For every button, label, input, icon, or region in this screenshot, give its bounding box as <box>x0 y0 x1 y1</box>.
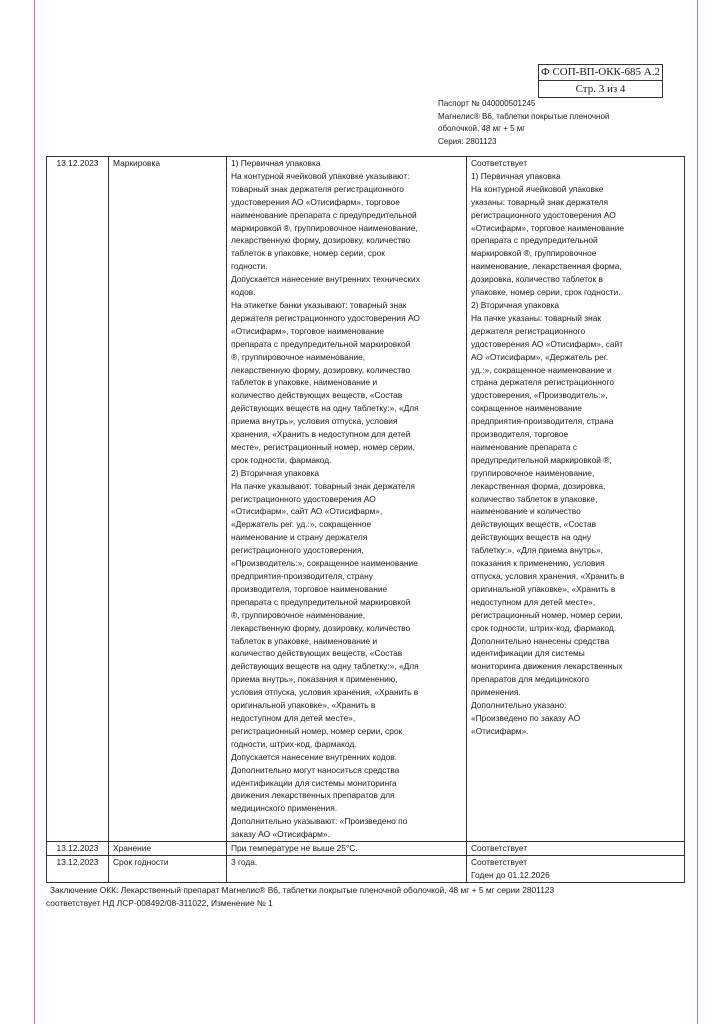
result-line: 2) Вторичная упаковка <box>471 299 560 310</box>
table-row <box>47 855 685 882</box>
requirement-line: движения лекарственных препаратов для <box>231 790 395 801</box>
requirement-line: месте», регистрационный номер, номер серии, <box>231 441 415 452</box>
passport-series: Серия: 2801123 <box>438 136 497 146</box>
requirement-line: ®, группировочное наименование, <box>231 351 366 362</box>
requirement-line: годности, штрих-код, фармакод. <box>231 738 357 749</box>
result-line: срок годности, штрих-код, фармакод. <box>471 622 617 633</box>
result-line: 1) Первичная упаковка <box>471 170 561 181</box>
result-line: лекарственная форма, дозировка, <box>471 480 606 491</box>
requirement-line: таблеток в упаковке, наименование и <box>231 635 378 646</box>
result-line: таблетку:», «Для приема внутрь», <box>471 545 603 556</box>
requirement-line: При температуре не выше 25°С. <box>231 843 358 854</box>
result-line: мониторинга движения лекарственных <box>471 661 623 672</box>
result-line: удостоверения АО «Отисифарм», сайт <box>471 338 623 349</box>
row-requirement <box>227 157 467 842</box>
right-margin-line <box>697 0 698 1024</box>
requirement-line: лекарственную форму, дозировку, количество <box>231 364 411 375</box>
result-line: идентификации для системы <box>471 648 585 659</box>
requirement-line: регистрационного удостоверения АО <box>231 493 376 504</box>
result-line: На пачке указаны: товарный знак <box>471 312 602 323</box>
requirement-line: «Держатель рег. уд.:», сокращенное <box>231 519 372 530</box>
requirement-line: производителя, торговое наименование <box>231 583 388 594</box>
result-line: страна держателя регистрационного <box>471 377 615 388</box>
result-line: Соответствует <box>471 843 528 854</box>
requirement-line: «Производитель:», сокращенное наименование <box>231 558 418 569</box>
requirement-line: регистрационный номер, номер серии, срок <box>231 725 403 736</box>
result-line: препаратов для медицинского <box>471 674 590 685</box>
requirement-line: условия отпуска, условия хранения, «Хранить в <box>231 687 419 698</box>
left-margin-line <box>34 0 35 1024</box>
result-line: оригинальной упаковке», «Хранить в <box>471 583 616 594</box>
requirement-line: срок годности, фармакод. <box>231 454 332 465</box>
result-line: Дополнительно нанесены средства <box>471 635 610 646</box>
result-line: предприятия-производителя, страна <box>471 416 614 427</box>
requirement-line: регистрационного удостоверения, <box>231 545 364 556</box>
result-line: «Отисифарм». <box>471 725 529 736</box>
requirement-line: хранения, «Хранить в недоступном для детей <box>231 429 411 440</box>
requirement-line: действующих веществ на одну таблетку:», «Для <box>231 403 419 414</box>
result-line: Дополнительно указано: <box>471 700 567 711</box>
result-line: недоступном для детей месте», <box>471 596 596 607</box>
requirement-line: медицинского применения. <box>231 803 338 814</box>
requirement-line: таблеток в упаковке, наименование и <box>231 377 378 388</box>
requirement-line: ®, группировочное наименование, <box>231 609 366 620</box>
requirement-line: 2) Вторичная упаковка <box>231 467 320 478</box>
row-date: 13.12.2023 <box>47 842 109 856</box>
result-line: наименование, лекарственная форма, <box>471 261 622 272</box>
requirement-line: маркировкой ®, группировочное наименование, <box>231 222 418 233</box>
result-line: действующих веществ на одну <box>471 532 592 543</box>
row-parameter: Маркировка <box>109 157 227 842</box>
result-line: удостоверения, «Производитель:», <box>471 390 608 401</box>
form-code: Ф СОП-ВП-ОКК-685 А.2 <box>539 65 662 81</box>
result-line: На контурной ячейковой упаковке <box>471 183 604 194</box>
requirement-line: Допускается нанесение внутренних технических <box>231 274 420 285</box>
passport-info <box>438 98 618 148</box>
page-number: Стр. 3 из 4 <box>575 83 626 95</box>
requirement-line: Допускается нанесение внутренних кодов. <box>231 751 398 762</box>
row-requirement <box>227 855 467 882</box>
result-line: количество таблеток в упаковке, <box>471 493 598 504</box>
result-line: Годен до 01.12.2026 <box>471 869 550 880</box>
requirement-line: наименование препарата с предупредительной <box>231 209 417 220</box>
result-line: упаковке, номер серии, срок годности. <box>471 287 621 298</box>
conclusion <box>46 884 686 910</box>
requirement-line: предприятия-производителя, страну <box>231 571 373 581</box>
requirement-line: «Отисифарм», сайт АО «Отисифарм», <box>231 506 383 517</box>
result-line: отпуска, условия хранения, «Хранить в <box>471 571 625 581</box>
row-requirement <box>227 842 467 856</box>
requirement-line: товарный знак держателя регистрационного <box>231 183 404 194</box>
result-line: держателя регистрационного <box>471 325 586 336</box>
row-result <box>467 842 685 856</box>
requirement-line: действующих веществ на одну таблетку:», «Для <box>231 661 419 672</box>
requirement-line: препарата с предупредительной маркировкой <box>231 596 411 607</box>
conclusion-line: соответствует НД ЛСР-008492/08-311022, Изменение № 1 <box>46 898 273 908</box>
requirement-line: лекарственную форму, дозировку, количество <box>231 622 411 633</box>
result-line: дозировка, количество таблеток в <box>471 274 603 285</box>
result-line: действующих веществ, «Состав <box>471 519 597 530</box>
requirement-line: лекарственную форму, дозировку, количество <box>231 235 411 246</box>
requirement-line: кодов. <box>231 287 256 298</box>
requirement-line: 3 года. <box>231 856 258 867</box>
requirement-line: заказу АО «Отисифарм». <box>231 829 330 840</box>
result-line: группировочное наименование, <box>471 467 595 478</box>
result-line: регистрационный номер, номер серии, <box>471 609 623 620</box>
result-line: наименование препарата с <box>471 441 578 452</box>
result-line: производителя, торговое <box>471 429 569 440</box>
result-line: препарата с предупредительной <box>471 235 598 246</box>
row-result <box>467 855 685 882</box>
requirement-line: приема внутрь», условия отпуска, условия <box>231 416 398 427</box>
requirement-line: наименование и страну держателя <box>231 532 368 543</box>
requirement-line: На контурной ячейковой упаковке указывают: <box>231 170 410 181</box>
requirement-line: держателя регистрационного удостоверения АО <box>231 312 420 323</box>
result-line: «Произведено по заказу АО <box>471 712 581 723</box>
form-code-box <box>538 64 663 98</box>
test-results-table <box>46 156 685 883</box>
table-row <box>47 842 685 856</box>
result-line: указаны: товарный знак держателя <box>471 196 609 207</box>
requirement-line: Дополнительно указывают: «Произведено по <box>231 816 408 827</box>
requirement-line: Дополнительно могут наноситься средства <box>231 764 400 775</box>
result-line: АО «Отисифарм», «Держатель рег. <box>471 351 609 362</box>
requirement-line: годности. <box>231 261 268 272</box>
result-line: показания к применению, условия <box>471 558 605 569</box>
result-line: применения. <box>471 687 521 698</box>
passport-number: Паспорт № 040000501245 <box>438 99 536 108</box>
result-line: предупредительной маркировкой ®, <box>471 454 612 465</box>
row-date: 13.12.2023 <box>47 157 109 842</box>
requirement-line: препарата с предупредительной маркировкой <box>231 338 411 349</box>
result-line: уд.:», сокращенное наименование и <box>471 364 612 375</box>
requirement-line: оригинальной упаковке», «Хранить в <box>231 700 376 711</box>
requirement-line: «Отисифарм», торговое наименование <box>231 325 385 336</box>
row-result <box>467 157 685 842</box>
requirement-line: На пачке указывают: товарный знак держателя <box>231 480 415 491</box>
result-line: наименование и количество <box>471 506 581 517</box>
result-line: Соответствует <box>471 856 528 867</box>
requirement-line: приема внутрь», показания к применению, <box>231 674 398 685</box>
result-line: маркировкой ®, группировочное <box>471 248 597 259</box>
requirement-line: удостоверения АО «Отисифарм», торговое <box>231 196 400 207</box>
table-row <box>47 157 685 842</box>
result-line: регистрационного удостоверения АО <box>471 209 616 220</box>
requirement-line: 1) Первичная упаковка <box>231 158 321 168</box>
result-line: Соответствует <box>471 158 528 168</box>
requirement-line: таблеток в упаковке, номер серии, срок <box>231 248 385 259</box>
requirement-line: количество действующих веществ, «Состав <box>231 648 403 659</box>
row-parameter: Хранение <box>109 842 227 856</box>
row-date: 13.12.2023 <box>47 855 109 882</box>
conclusion-line: Заключение ОКК: Лекарственный препарат Магнелис® B6, таблетки покрытые пленочной оболочкой, 48 мг + 5 мг серии 2801123 <box>50 885 555 895</box>
requirement-line: количество действующих веществ, «Состав <box>231 390 403 401</box>
result-line: «Отисифарм», торговое наименование <box>471 222 625 233</box>
requirement-line: На этикетке банки указывают: товарный знак <box>231 299 407 310</box>
requirement-line: недоступном для детей месте», <box>231 712 356 723</box>
passport-product-cont: оболочкой, 48 мг + 5 мг <box>438 124 526 133</box>
requirement-line: идентификации для системы мониторинга <box>231 777 397 788</box>
passport-product: Магнелис® B6, таблетки покрытые пленочной <box>438 111 610 121</box>
row-parameter: Срок годности <box>109 855 227 882</box>
result-line: сокращенное наименование <box>471 403 582 414</box>
